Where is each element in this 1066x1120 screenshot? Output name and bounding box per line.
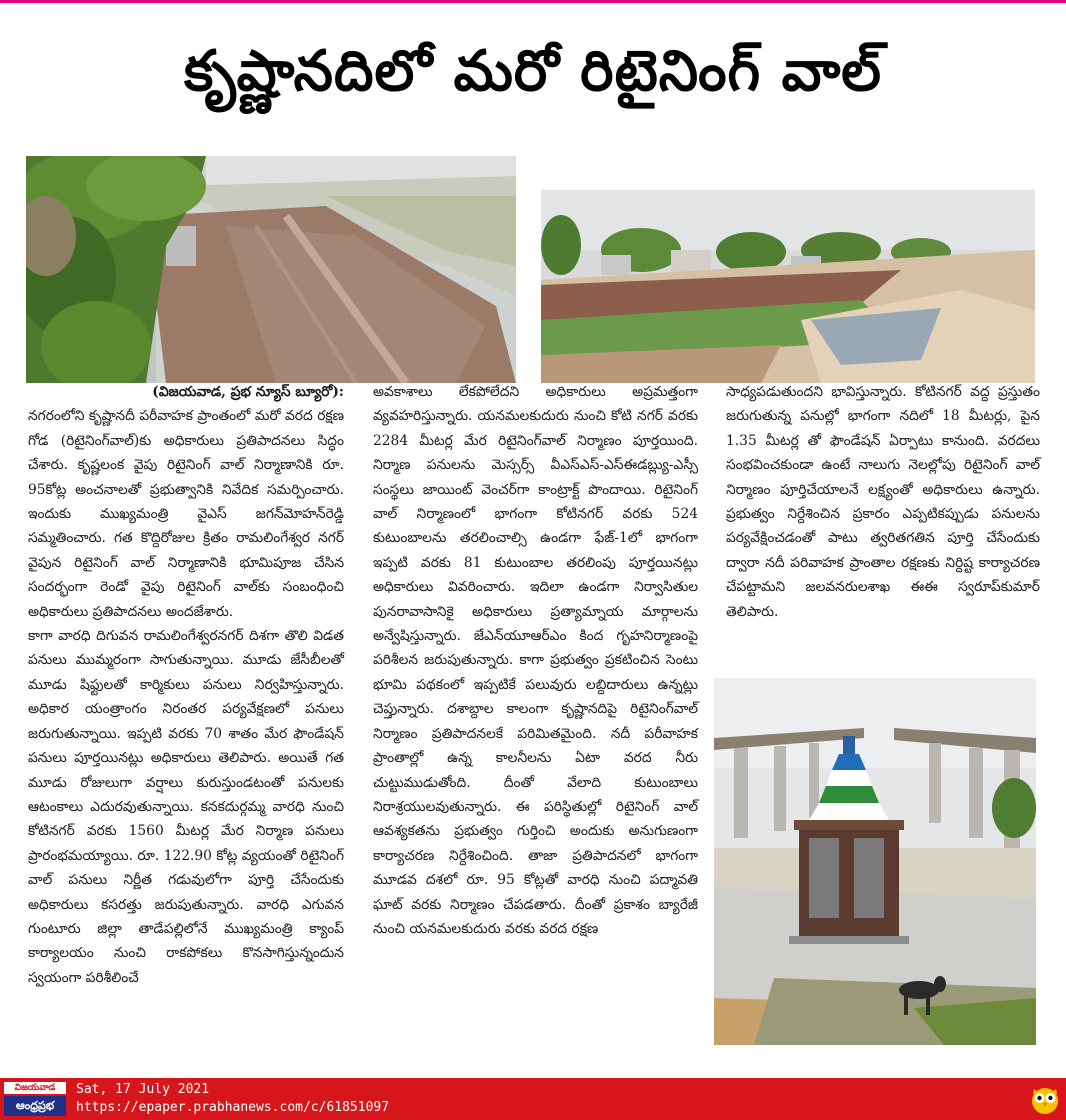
photo-riverbank-excavation bbox=[26, 156, 516, 383]
logo-masthead: ఆంధ్రప్రభ bbox=[4, 1096, 66, 1116]
paragraph: సాధ్యపడుతుందని భావిస్తున్నారు. కోటినగర్ వద్ద ప్రస్తుతం జరుగుతున్న పనుల్లో భాగంగా నదిలో 18 మీటర్లు, పైన 1.35 మీటర్ల తో ఫౌండేషన్ ఏర్పాటు కానుంది. వరదలు సంభవించకుండా ఉంటే నాలుగు నెలల్లోపు రిటైనింగ్ వాల్ నిర్మాణం పూర్తిచేయాలనే లక్ష్యంతో అధికారులు ఉన్నారు. ప్రభుత్వం నిర్దేశించిన ప్రకారం ఎప్పటికప్పుడు పనులను పర్యవేక్షించడంతో పాటు త్వరితగతిన పూర్తి చేసేందుకు ద్వారా నదీ పరివాహక ప్రాంతాల రక్షణకు నిర్దిష్ట కార్యాచరణ చేపట్టామని జలవనరులశాఖ ఈఈ స్వరూప్‌కుమార్ తెలిపారు. bbox=[726, 384, 1040, 620]
article-column-3 bbox=[726, 380, 1040, 670]
newspaper-logo[interactable] bbox=[4, 1082, 66, 1116]
logo-edition: విజయవాడ bbox=[4, 1082, 66, 1094]
paragraph: నగరంలోని కృష్ణానదీ పరీవాహక ప్రాంతంలో మరో వరద రక్షణ గోడ (రిటైనింగ్‌వాల్)కు అధికారులు ప్రతిపాదనలు సిద్ధం చేశారు. కృష్ణలంక వైపు రిటైనింగ్ వాల్ నిర్మాణానికి రూ. 95కోట్ల అంచనాలతో ప్రభుత్వానికి నివేదిక సమర్పించారు. ఇందుకు ముఖ్యమంత్రి వైఎస్ జగన్‌మోహన్‌రెడ్డి సమ్మతించారు. గత కొద్దిరోజుల క్రితం రామలింగేశ్వర నగర్ వైపున రిటైనింగ్ వాల్ నిర్మాణానికి భూమిపూజ చేసిన సందర్భంగా రెండో వైపు రిటైనింగ్ వాల్‌కు సంబంధించి అధికారులు ప్రతిపాదనలు అందజేశారు. bbox=[28, 408, 344, 620]
photo-bridge-monument bbox=[714, 678, 1036, 1045]
edition-date: Sat, 17 July 2021 bbox=[76, 1082, 210, 1097]
paragraph: అవకాశాలు లేకపోలేదని అధికారులు అప్రమత్తంగా వ్యవహరిస్తున్నారు. యనమలకుదురు నుంచి కోటి నగర్ వరకు 2284 మీటర్ల మేర రిటైనింగ్‌వాల్ నిర్మాణం పూర్తయింది. నిర్మాణ పనులను మెస్సర్స్ వీఎస్ఎస్-ఎస్ఈడబ్ల్యు-ఎస్సీ సంస్థలు జాయింట్ వెంచర్‌గా కాంట్రాక్ట్ పొందాయి. రిటైనింగ్ వాల్ నిర్మాణంలో భాగంగా కోటినగర్ వరకు 524 కుటుంబాలను తరలించాల్సి ఉండగా ఫేజ్-1లో భాగంగా ఇప్పటి వరకు 81 కుటుంబాల తరలింపు పూర్తయినట్లు అధికారులు వివరించారు. ఇదిలా ఉండగా నిర్వాసితుల పునరావాసానికై అధికారులు ప్రత్యామ్నాయ మార్గాలను అన్వేషిస్తున్నారు. జేఎన్‌యూఆర్ఎం కింద గృహనిర్మాణంపై పరిశీలన జరుపుతున్నారు. కాగా ప్రభుత్వం ప్రకటించిన సెంటు భూమి పథకంలో ఇప్పటికే పలువురు లబ్దిదారులు ఉన్నట్లు చెప్తున్నారు. దశాబ్దాల కాలంగా కృష్ణానదిపై రిటైనింగ్‌వాల్ నిర్మాణం ప్రతిపాదనలకే పరిమితమైంది. నదీ పరీవాహక ప్రాంతాల్లో ఉన్న కాలనీలను ఏటా వరద నీరు చుట్టుముడుతోంది. దీంతో వేలాది కుటుంబాలు నిరాశ్రయులవుతున్నారు. ఈ పరిస్థితుల్లో రిటైనింగ్ వాల్ ఆవశ్యకతను ప్రభుత్వం గుర్తించి అందుకు అనుగుణంగా కార్యాచరణ నిర్దేశించింది. తాజా ప్రతిపాదనలో భాగంగా మూడవ దశలో రూ. 95 కోట్లతో వారధి నుంచి పద్మావతి ఘాట్ వరకు నిర్మాణం చేపడతారు. దీంతో ప్రకాశం బ్యారేజీ నుంచి యనమలకుదురు వరకు వరద రక్షణ bbox=[373, 384, 698, 937]
article-column-1 bbox=[28, 380, 344, 1035]
photo-river-town bbox=[541, 190, 1035, 383]
footer-bar bbox=[0, 1078, 1066, 1120]
owl-mascot-icon bbox=[1030, 1083, 1060, 1115]
dateline: (విజయవాడ, ప్రభ న్యూస్ బ్యూరో): bbox=[152, 384, 344, 400]
article-headline: కృష్ణానదిలో మరో రిటైనింగ్ వాల్ bbox=[184, 39, 882, 104]
top-accent-line bbox=[0, 0, 1066, 3]
epaper-url-link[interactable]: https://epaper.prabhanews.com/c/61851097 bbox=[76, 1100, 390, 1115]
paragraph: కాగా వారధి దిగువన రామలింగేశ్వరనగర్ దిశగా తొలి విడత పనులు ముమ్మరంగా సాగుతున్నాయి. మూడు జేసీబీలతో మూడు షిఫ్టులతో కార్మికులు పనులు నిర్వహిస్తున్నారు. అధికార యంత్రాంగం నిరంతర పర్యవేక్షణలో పనులు జరుగుతున్నాయి. ఇప్పటి వరకు 70 శాతం మేర ఫౌండేషన్ పనులు పూర్తయినట్లు అధికారులు తెలిపారు. అయితే గత మూడు రోజులుగా వర్షాలు కురుస్తుండటంతో పనులకు ఆటంకాలు ఎదురవుతున్నాయి. కనకదుర్గమ్మ వారధి నుంచి కోటినగర్ వరకు 1560 మీటర్ల మేర నిర్మాణ పనులు ప్రారంభమయ్యాయి. రూ. 122.90 కోట్ల వ్యయంతో రిటైనింగ్ వాల్ పనులు నిర్ణీత గడువులోగా పూర్తి చేసేందుకు అధికారులు కసరత్తు జరుపుతున్నారు. వారధి ఎగువన గుంటూరు జిల్లా తాడేపల్లిలోనే ముఖ్యమంత్రి క్యాంప్ కార్యాలయం నుంచి రాకపోకలు కొనసాగిస్తున్నందున స్వయంగా పరిశీలించే bbox=[28, 628, 344, 986]
article-column-2 bbox=[373, 380, 698, 1040]
